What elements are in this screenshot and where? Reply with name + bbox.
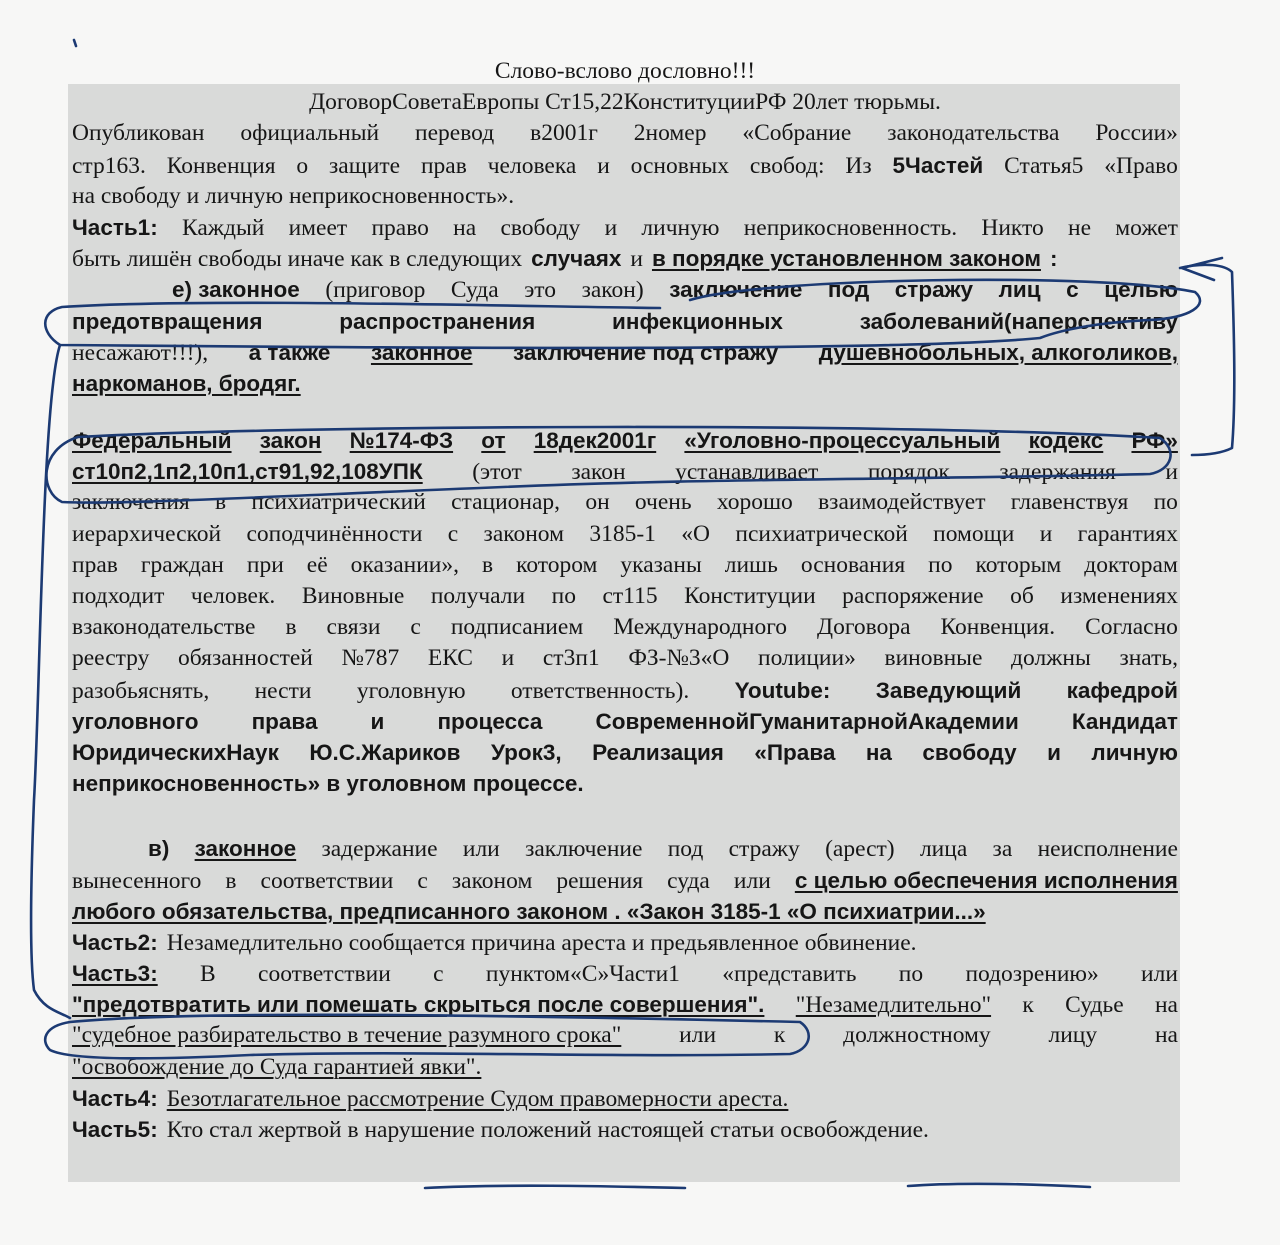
federal-line-6: подходит человек. Виновные получали по ст115 Конституции распоряжение об изменениях	[72, 583, 1178, 609]
part4-line: Часть4: Безотлагательное рассмотрение Судом правомерности ареста.	[72, 1085, 789, 1112]
document-page	[72, 56, 1178, 1145]
ink-bracket-left	[31, 345, 70, 1018]
part3-line-3: "судебное разбирательство в течение разумного срока" или к должностному лицу на	[72, 1022, 1178, 1049]
part3-line-4: "освобождение до Суда гарантией явки".	[72, 1053, 482, 1080]
intro-line-2: стр163. Конвенция о защите прав человека и основных свобод: Из 5Частей Статья5 «Право	[72, 152, 1178, 179]
federal-line-7: взаконодательстве в связи с подписанием Международного Договора Конвенция. Согласно	[72, 614, 1178, 641]
federal-line-9: разобьяснять, нести уголовную ответственность). Youtube: Заведующий кафедрой	[72, 677, 1178, 704]
federal-line-1: Федеральный закон №174-ФЗ от 18дек2001г «Уголовно-процессуальный кодекс РФ»	[72, 428, 1178, 454]
ink-arrow-head	[1182, 258, 1222, 280]
ink-mark-topleft	[74, 40, 76, 46]
federal-line-4: иерархической соподчинённости с законом 3185-1 «О психиатрической помощи и гарантиях	[72, 520, 1178, 547]
part2-line: Часть2: Незамедлительно сообщается причина ареста и предьявленное обвинение.	[72, 929, 917, 956]
federal-line-12: неприкосновенность» в уголовном процессе.	[72, 771, 584, 797]
point-e-line-3: несажают!!!), а также законное заключение под стражу душевнобольных, алкоголиков,	[72, 339, 1178, 366]
point-v-line-2: вынесенного в соответствии с законом решения суда или с целью обеспечения исполнения	[72, 867, 1178, 894]
ink-underline-part5-b	[908, 1184, 1090, 1187]
federal-line-10: уголовного права и процесса СовременнойГуманитарнойАкадемии Кандидат	[72, 708, 1178, 734]
point-e-line-1: е) законное (приговор Суда это закон) заключение под стражу лиц с целью	[172, 277, 1178, 304]
intro-line-3: на свободу и личную неприкосновенность».	[72, 182, 515, 209]
point-v-line-1: в) законное задержание или заключение под стражу (арест) лица за неисполнение	[148, 836, 1178, 863]
federal-line-3: заключения в психиатрический стационар, он очень хорошо взаимодействует главенствуя по	[72, 489, 1178, 516]
part3-line-1: Часть3: В соответствии с пунктом«С»Части1 «представить по подозрению» или	[72, 961, 1178, 988]
part3-line-2: "предотвратить или помешать скрыться после совершения". "Незамедлительно" к Судье на	[72, 992, 1178, 1019]
intro-line-1: Опубликован официальный перевод в2001г 2номер «Собрание законодательства России»	[72, 120, 1178, 147]
document-subtitle: ДоговорСоветаЕвропы Ст15,22КонституцииРФ 20лет тюрьмы.	[309, 89, 941, 116]
part5-line: Часть5: Кто стал жертвой в нарушение положений настоящей статьи освобождение.	[72, 1117, 929, 1143]
part1-line-2: быть лишён свободы иначе как в следующих случаях и в порядке установленном законом :	[72, 246, 1058, 273]
federal-line-2: ст10п2,1п2,10п1,ст91,92,108УПК (этот закон устанавливает порядок задержания и	[72, 459, 1178, 486]
federal-line-5: прав граждан при её оказании», в котором указаны лишь основания по которым докторам	[72, 551, 1178, 578]
federal-line-11: ЮридическихНаук Ю.С.Жариков Урок3, Реализация «Права на свободу и личную	[72, 739, 1178, 765]
ink-underline-part5-a	[425, 1186, 685, 1188]
federal-line-8: реестру обязанностей №787 ЕКС и ст3п1 ФЗ-№3«О полиции» виновные должны знать,	[72, 645, 1178, 672]
part1-line-1: Часть1: Каждый имеет право на свободу и личную неприкосновенность. Никто не может	[72, 214, 1178, 241]
ink-bracket-right	[1180, 265, 1234, 455]
point-e-line-4: наркоманов, бродяг.	[72, 370, 301, 396]
point-v-line-3: любого обязательства, предписанного законом . «Закон 3185-1 «О психиатрии...»	[72, 898, 986, 924]
document-title: Слово-вслово дословно!!!	[494, 58, 756, 84]
point-e-line-2: предотвращения распространения инфекционных заболеваний(наперспективу	[72, 308, 1178, 334]
